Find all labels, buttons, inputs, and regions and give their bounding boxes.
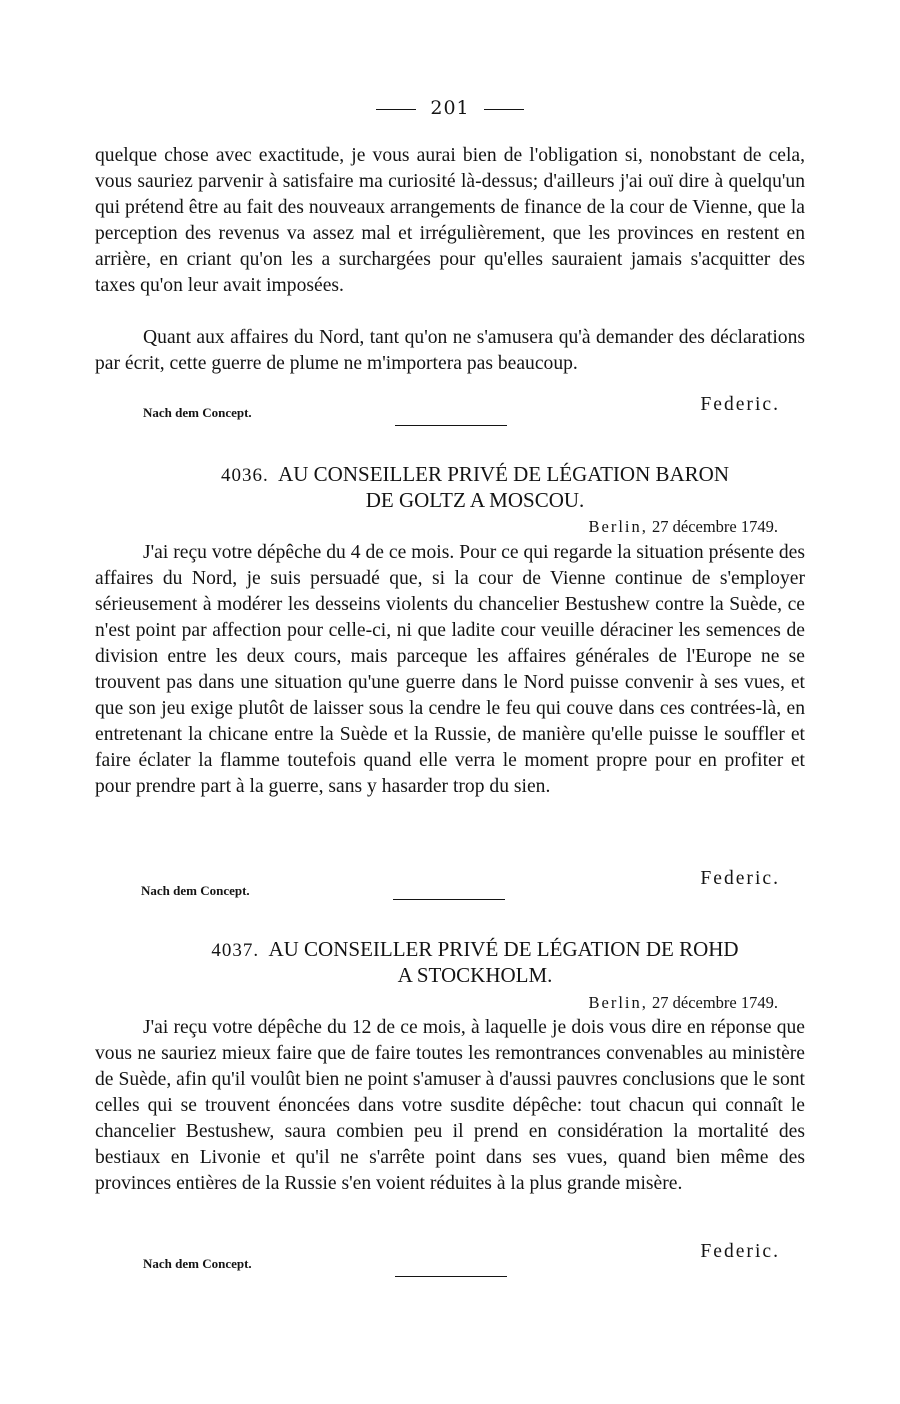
- letter-body-4036: J'ai reçu votre dépêche du 4 de ce mois. Pour ce qui regarde la situation présente des affaires du Nord, je suis persuadé que, si la cour de Vienne continue de s'employer sérieusement à modérer les desseins violents du chancelier Bestushew contre la Suède, ce n'est point par affection pour celle-ci, ni que ladite cour veuille déraciner les semences de division entre les deux cours, mais parceque les affaires générales de l'Europe ne se trouvent pas dans une situation qu'une guerre dans le Nord puisse convenir à ses vues, et que son jeu exige plutôt de laisser sous la cendre le feu qui couve dans ces contrées-là, en entretenant la chicane entre la Suède et la Russie, de manière qu'elle puisse le souffler et faire éclater la flamme toutefois quand elle verra le moment propre pour en profiter et pour prendre part à la guerre, sans y hasarder trop du sien.: [95, 542, 805, 797]
- source-note: Nach dem Concept.: [141, 883, 250, 898]
- date: 27 décembre 1749.: [652, 517, 778, 536]
- source-note: Nach dem Concept.: [143, 1256, 252, 1271]
- letter-body-4037: J'ai reçu votre dépêche du 12 de ce mois, à laquelle je dois vous dire en réponse que vous ne sauriez mieux faire que de faire toutes les remontrances convenables au ministère de Suède, afin qu'il voulût bien ne point s'amuser à d'aussi pauvres conclusions que le sont celles qui se trouvent énoncées dans votre susdite dépêche: tout chacun qui connaît le chancelier Bestushew, saura combien peu il prend en considération la mortalité des bestiaux en Livonie et qu'il ne s'arrête point dans ses vues, quand bien même des provinces entières de la Russie s'en voient réduites à la plus grande misère.: [95, 1017, 805, 1194]
- intro-paragraph-1: quelque chose avec exactitude, je vous aurai bien de l'obligation si, nonobstant de cela, vous sauriez parvenir à satisfaire ma curiosité là-dessus; d'ailleurs j'ai ouï dire à quelqu'un qui prétend être au fait des nouveaux arrangements de finance de la cour de Vienne, que la perception des revenus va assez mal et irrégulièrement, que les provinces en restent en arrière, en criant qu'on les a surchargées pour qu'elles sauraient jamais s'acquitter des taxes qu'on leur avait imposées.: [95, 145, 805, 296]
- source-note: Nach dem Concept.: [143, 405, 252, 420]
- dateline-4037: [589, 993, 779, 1013]
- header-rule-left: [376, 109, 416, 110]
- heading-line-2: A STOCKHOLM.: [397, 963, 553, 987]
- letter-heading-4037: [95, 937, 855, 987]
- running-head: [0, 96, 900, 120]
- dateline-4036: [589, 517, 779, 537]
- header-rule-right: [484, 109, 524, 110]
- signature: Federic.: [700, 1241, 780, 1262]
- intro-paragraph-2: Quant aux affaires du Nord, tant qu'on ne s'amusera qu'à demander des déclarations par écrit, cette guerre de plume ne m'importera pas beaucoup.: [95, 327, 805, 374]
- letter-number: 4036.: [221, 465, 269, 486]
- heading-line-1: AU CONSEILLER PRIVÉ DE LÉGATION BARON: [278, 462, 729, 486]
- section-divider: [393, 899, 505, 900]
- date-place: Berlin,: [588, 517, 648, 536]
- heading-line-1: AU CONSEILLER PRIVÉ DE LÉGATION DE ROHD: [268, 937, 739, 961]
- section-divider: [395, 1276, 507, 1277]
- date-place: Berlin,: [588, 993, 648, 1012]
- heading-line-2: DE GOLTZ A MOSCOU.: [365, 488, 585, 512]
- letter-number: 4037.: [211, 940, 260, 961]
- signature: Federic.: [700, 868, 780, 889]
- page-number: 201: [430, 97, 470, 119]
- section-divider: [395, 425, 507, 426]
- letter-heading-4036: [95, 462, 855, 512]
- date: 27 décembre 1749.: [652, 993, 778, 1012]
- signature: Federic.: [700, 394, 780, 415]
